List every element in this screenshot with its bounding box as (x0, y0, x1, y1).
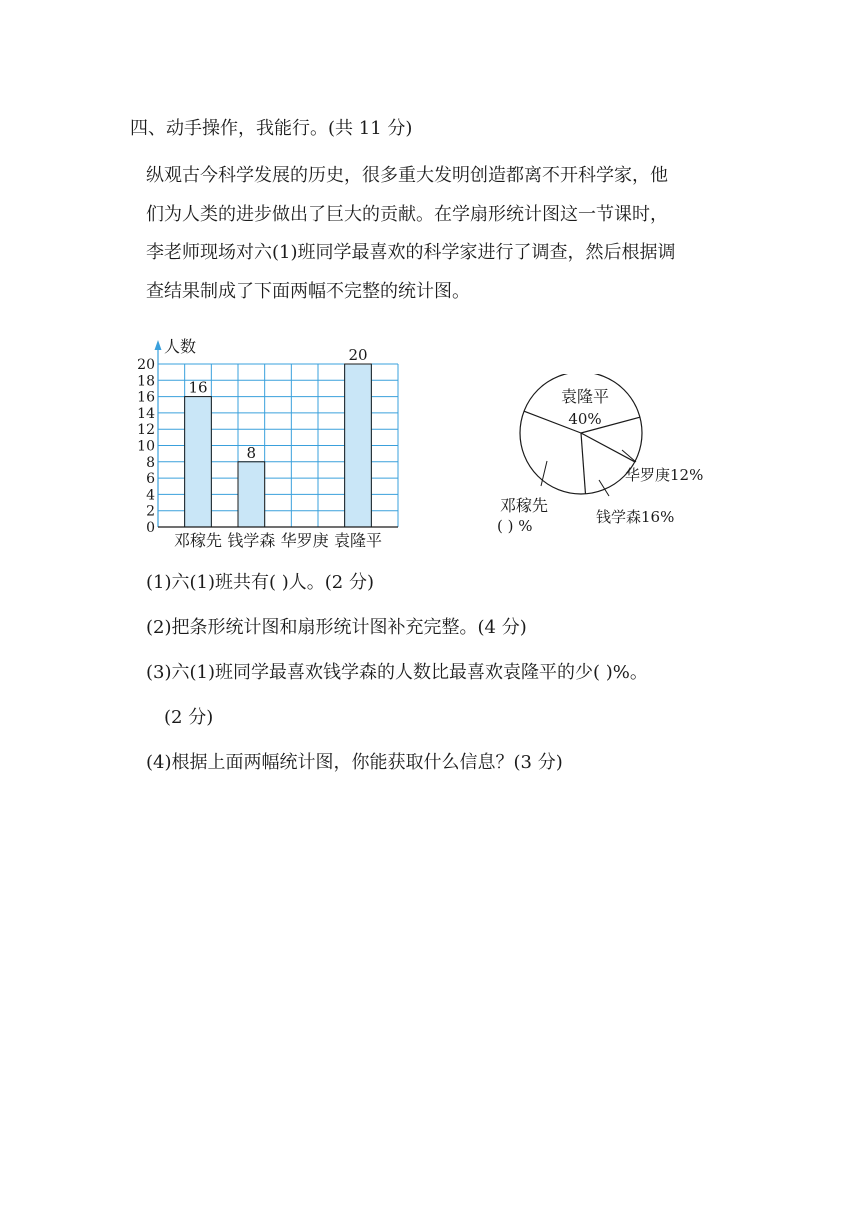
y-tick-label: 14 (137, 405, 155, 422)
x-tick-label: 袁隆平 (333, 531, 383, 550)
bar-chart (128, 334, 418, 556)
bar-data-label: 8 (246, 443, 257, 462)
pie-chart (488, 374, 738, 544)
section-title: 四、动手操作，我能行。(共 11 分) (130, 118, 413, 139)
y-tick-label: 8 (146, 454, 155, 471)
pie-slice-value: 40% (568, 410, 602, 428)
question-3-points: (2 分) (164, 707, 214, 728)
y-tick-label: 20 (137, 357, 155, 373)
bar (345, 364, 372, 527)
y-tick-label: 2 (146, 503, 155, 520)
intro-line: 查结果制成了下面两幅不完整的统计图。 (146, 280, 470, 302)
intro-line: 纵观古今科学发展的历史，很多重大发明创造都离不开科学家，他 (146, 165, 668, 186)
pie-slice-boundary (581, 433, 585, 494)
question-3: (3)六(1)班同学最喜欢钱学森的人数比最喜欢袁隆平的少( )%。 (146, 662, 648, 683)
x-tick-label: 华罗庚 (280, 531, 329, 550)
pie-slice-label: 钱学森16% (596, 508, 675, 526)
pie-slice-label: 华罗庚12% (625, 466, 704, 484)
y-tick-label: 0 (146, 520, 155, 536)
y-axis-arrow (155, 340, 162, 350)
y-tick-label: 16 (137, 389, 155, 406)
bar-data-label: 20 (348, 346, 368, 364)
y-tick-label: 18 (137, 373, 155, 390)
y-tick-label: 12 (137, 422, 155, 439)
question-4: (4)根据上面两幅统计图，你能获取什么信息？(3 分) (146, 752, 563, 773)
pie-slice-boundary (581, 433, 635, 462)
y-tick-label: 4 (146, 487, 155, 504)
x-tick-label: 钱学森 (227, 531, 276, 550)
pie-slice-value: ( ) % (497, 517, 533, 535)
intro-paragraph (146, 157, 746, 311)
bar-data-label: 16 (188, 378, 208, 397)
intro-line: 李老师现场对六(1)班同学最喜欢的科学家进行了调查，然后根据调 (146, 242, 676, 263)
intro-line: 们为人类的进步做出了巨大的贡献。在学扇形统计图这一节课时， (146, 203, 668, 225)
bar (185, 397, 212, 527)
y-tick-label: 10 (137, 438, 155, 455)
question-1: (1)六(1)班共有( )人。(2 分) (146, 572, 374, 593)
y-axis-label: 人数 (164, 337, 197, 356)
y-tick-label: 6 (146, 471, 155, 488)
pie-slice-label: 邓稼先 (499, 496, 549, 515)
bar (238, 462, 265, 527)
pie-slice-label: 袁隆平 (560, 387, 610, 406)
x-tick-label: 邓稼先 (173, 531, 223, 550)
leader-line (541, 461, 547, 486)
question-2: (2)把条形统计图和扇形统计图补充完整。(4 分) (146, 617, 527, 638)
